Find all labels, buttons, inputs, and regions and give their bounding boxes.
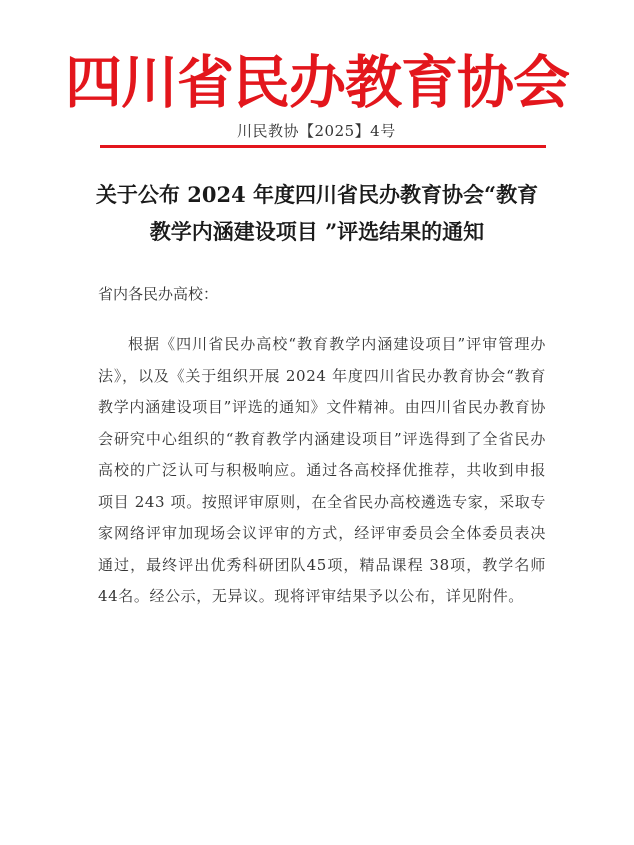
notice-title-line-2: 教学内涵建设项目 ”评选结果的通知: [149, 219, 485, 244]
org-name-text: 四川省民办教育协会: [65, 50, 569, 116]
document-number: 川民教协【2025】4号: [237, 122, 396, 140]
body-paragraph: 根据《四川省民办高校“教育教学内涵建设项目”评审管理办法》，以及《关于组织开展 2024 年度四川省民办教育协会“教育教学内涵建设项目”评选的通知》文件精神。由四川省民办教育协会研究中心组织的“教育教学内涵建设项目”评选得到了全省民办高校的广泛认可与积极响应。通过各高校择优推荐，共收到申报项目 243 项。按照评审原则，在全省民办高校遴选专家，采取专家网络评审加现场会议评审的方式，经评审委员会全体委员表决通过，最终评出优秀科研团队45项，精品课程 38项，教学名师 44名。经公示，无异议。现将评审结果予以公布，详见附件。: [98, 335, 546, 605]
letterhead-org-name: [0, 47, 634, 119]
notice-title-line-1: 关于公布 2024 年度四川省民办教育协会“教育: [95, 182, 539, 207]
addressee: 省内各民办高校：: [98, 285, 219, 303]
letterhead-divider: [100, 145, 546, 148]
notice-title: [72, 176, 562, 250]
